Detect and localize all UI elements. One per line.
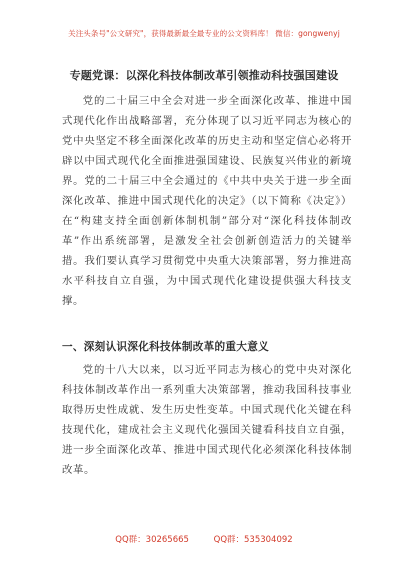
header-banner: 关注头条号"公文研究"，获得最新最全最专业的公文资料库！ 微信：gongwenyj xyxy=(68,29,340,38)
footer-qq-groups xyxy=(0,533,408,545)
footer-qq-group-1: QQ群：30265665 xyxy=(115,535,189,545)
footer-qq-group-2: QQ群：535304092 xyxy=(213,535,293,545)
section-heading-1: 一、深刻认识深化科技体制改革的重大意义 xyxy=(62,341,269,353)
paragraph-section-1: 党的十八大以来，以习近平同志为核心的党中央对深化科技体制改革作出一系列重大决策部署，推动我国科技事业取得历史性成就、发生历史性变革。中国式现代化关键在科技现代化，建成社会主义现代化强国关键看科技自立自强，进一步全面深化改革、推进中国式现代化必须深化科技体制改革。 xyxy=(62,364,352,476)
paragraph-intro: 党的二十届三中全会对进一步全面深化改革、推进中国式现代化作出战略部署，充分体现了以习近平同志为核心的党中央坚定不移全面深化改革的历史主动和坚定信心必将开辟以中国式现代化全面推进强国建设、民族复兴伟业的新境界。党的二十届三中全会通过的《中共中央关于进一步全面深化改革、推进中国式现代化的决定》（以下简称《决定》）在“构建支持全面创新体制机制”部分对“深化科技体制改革”作出系统部署，是激发全社会创新创造活力的关键举措。我们要认真学习贯彻党中央重大决策部署，努力推进高水平科技自立自强，为中国式现代化建设提供强大科技支撑。 xyxy=(62,95,352,307)
document-title: 专题党课：以深化科技体制改革引领推动科技强国建设 xyxy=(69,69,339,82)
